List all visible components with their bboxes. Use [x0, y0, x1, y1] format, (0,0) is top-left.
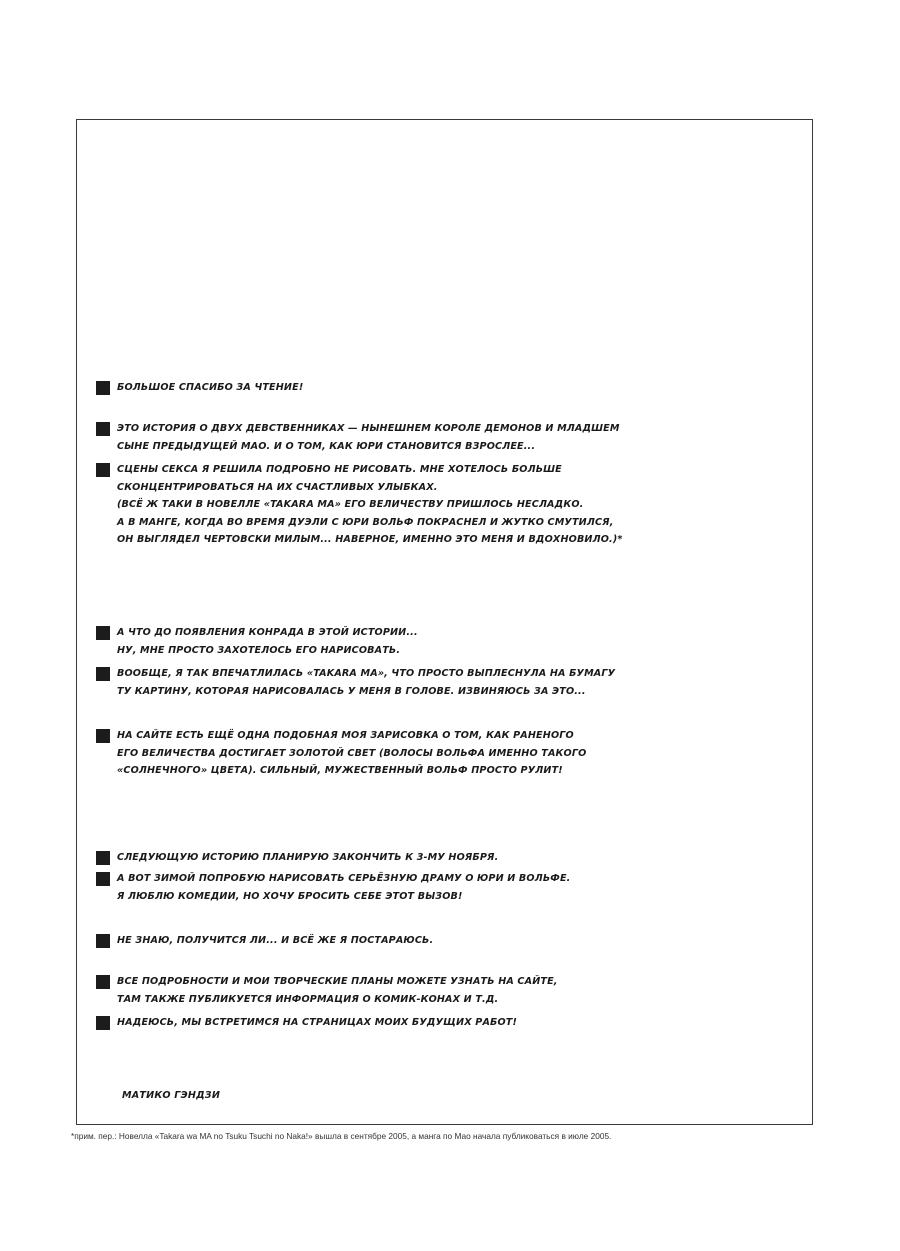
square-bullet-icon — [96, 381, 110, 395]
note-line: БОЛЬШОЕ СПАСИБО ЗА ЧТЕНИЕ! — [117, 382, 304, 393]
note-line: НАДЕЮСЬ, МЫ ВСТРЕТИМСЯ НА СТРАНИЦАХ МОИХ БУДУЩИХ РАБОТ! — [117, 1017, 518, 1028]
note-line: СЦЕНЫ СЕКСА Я РЕШИЛА ПОДРОБНО НЕ РИСОВАТЬ. МНЕ ХОТЕЛОСЬ БОЛЬШЕ — [117, 464, 562, 475]
afterword-note — [96, 870, 656, 905]
square-bullet-icon — [96, 422, 110, 436]
square-bullet-icon — [96, 667, 110, 681]
note-line: ВСЕ ПОДРОБНОСТИ И МОИ ТВОРЧЕСКИЕ ПЛАНЫ МОЖЕТЕ УЗНАТЬ НА САЙТЕ, — [117, 976, 558, 987]
afterword-note — [96, 727, 656, 780]
note-line: НА САЙТЕ ЕСТЬ ЕЩЁ ОДНА ПОДОБНАЯ МОЯ ЗАРИСОВКА О ТОМ, КАК РАНЕНОГО — [117, 730, 574, 741]
square-bullet-icon — [96, 872, 110, 886]
note-line: НЕ ЗНАЮ, ПОЛУЧИТСЯ ЛИ... И ВСЁ ЖЕ Я ПОСТАРАЮСЬ. — [117, 935, 434, 946]
afterword-note — [96, 379, 656, 397]
afterword-note — [96, 665, 656, 700]
note-line: НУ, МНЕ ПРОСТО ЗАХОТЕЛОСЬ ЕГО НАРИСОВАТЬ. — [117, 644, 401, 656]
square-bullet-icon — [96, 729, 110, 743]
afterword-note — [96, 461, 656, 549]
square-bullet-icon — [96, 1016, 110, 1030]
afterword-note — [96, 932, 656, 950]
afterword-note — [96, 420, 656, 455]
square-bullet-icon — [96, 975, 110, 989]
afterword-note — [96, 973, 656, 1008]
note-line: СЫНЕ ПРЕДЫДУЩЕЙ МАО. И О ТОМ, КАК ЮРИ СТАНОВИТСЯ ВЗРОСЛЕЕ... — [117, 440, 536, 452]
translator-footnote: *прим. пер.: Новелла «Takara wa MA no Tsuku Tsuchi no Naka!» вышла в сентябре 2005, а манга по Мао начала публиковаться в июле 2005. — [71, 1131, 612, 1141]
note-line: ТУ КАРТИНУ, КОТОРАЯ НАРИСОВАЛАСЬ У МЕНЯ В ГОЛОВЕ. ИЗВИНЯЮСЬ ЗА ЭТО... — [117, 685, 586, 697]
note-line: А В МАНГЕ, КОГДА ВО ВРЕМЯ ДУЭЛИ С ЮРИ ВОЛЬФ ПОКРАСНЕЛ И ЖУТКО СМУТИЛСЯ, — [117, 516, 614, 528]
square-bullet-icon — [96, 934, 110, 948]
afterword-note — [96, 1014, 656, 1032]
square-bullet-icon — [96, 463, 110, 477]
author-signature: МАТИКО ГЭНДЗИ — [122, 1090, 221, 1101]
note-line: (ВСЁ Ж ТАКИ В НОВЕЛЛЕ «TAKARA MA» ЕГО ВЕЛИЧЕСТВУ ПРИШЛОСЬ НЕСЛАДКО. — [117, 499, 584, 510]
note-line: Я ЛЮБЛЮ КОМЕДИИ, НО ХОЧУ БРОСИТЬ СЕБЕ ЭТОТ ВЫЗОВ! — [117, 890, 463, 902]
note-line: СКОНЦЕНТРИРОВАТЬСЯ НА ИХ СЧАСТЛИВЫХ УЛЫБКАХ. — [117, 481, 438, 493]
note-line: ВООБЩЕ, Я ТАК ВПЕЧАТЛИЛАСЬ «TAKARA MA», ЧТО ПРОСТО ВЫПЛЕСНУЛА НА БУМАГУ — [117, 668, 616, 679]
afterword-note — [96, 849, 656, 867]
square-bullet-icon — [96, 851, 110, 865]
note-line: ТАМ ТАКЖЕ ПУБЛИКУЕТСЯ ИНФОРМАЦИЯ О КОМИК-КОНАХ И Т.Д. — [117, 993, 499, 1005]
note-line: А ЧТО ДО ПОЯВЛЕНИЯ КОНРАДА В ЭТОЙ ИСТОРИИ... — [117, 627, 418, 638]
note-line: «СОЛНЕЧНОГО» ЦВЕТА). СИЛЬНЫЙ, МУЖЕСТВЕННЫЙ ВОЛЬФ ПРОСТО РУЛИТ! — [117, 765, 563, 776]
note-line: ОН ВЫГЛЯДЕЛ ЧЕРТОВСКИ МИЛЫМ... НАВЕРНОЕ, ИМЕННО ЭТО МЕНЯ И ВДОХНОВИЛО.)* — [117, 534, 623, 545]
afterword-note — [96, 624, 656, 659]
note-line: СЛЕДУЮЩУЮ ИСТОРИЮ ПЛАНИРУЮ ЗАКОНЧИТЬ К 3-МУ НОЯБРЯ. — [117, 852, 499, 863]
note-line: ЭТО ИСТОРИЯ О ДВУХ ДЕВСТВЕННИКАХ — НЫНЕШНЕМ КОРОЛЕ ДЕМОНОВ И МЛАДШЕМ — [117, 423, 620, 434]
square-bullet-icon — [96, 626, 110, 640]
note-line: А ВОТ ЗИМОЙ ПОПРОБУЮ НАРИСОВАТЬ СЕРЬЁЗНУЮ ДРАМУ О ЮРИ И ВОЛЬФЕ. — [117, 873, 571, 884]
note-line: ЕГО ВЕЛИЧЕСТВА ДОСТИГАЕТ ЗОЛОТОЙ СВЕТ (ВОЛОСЫ ВОЛЬФА ИМЕННО ТАКОГО — [117, 747, 587, 759]
